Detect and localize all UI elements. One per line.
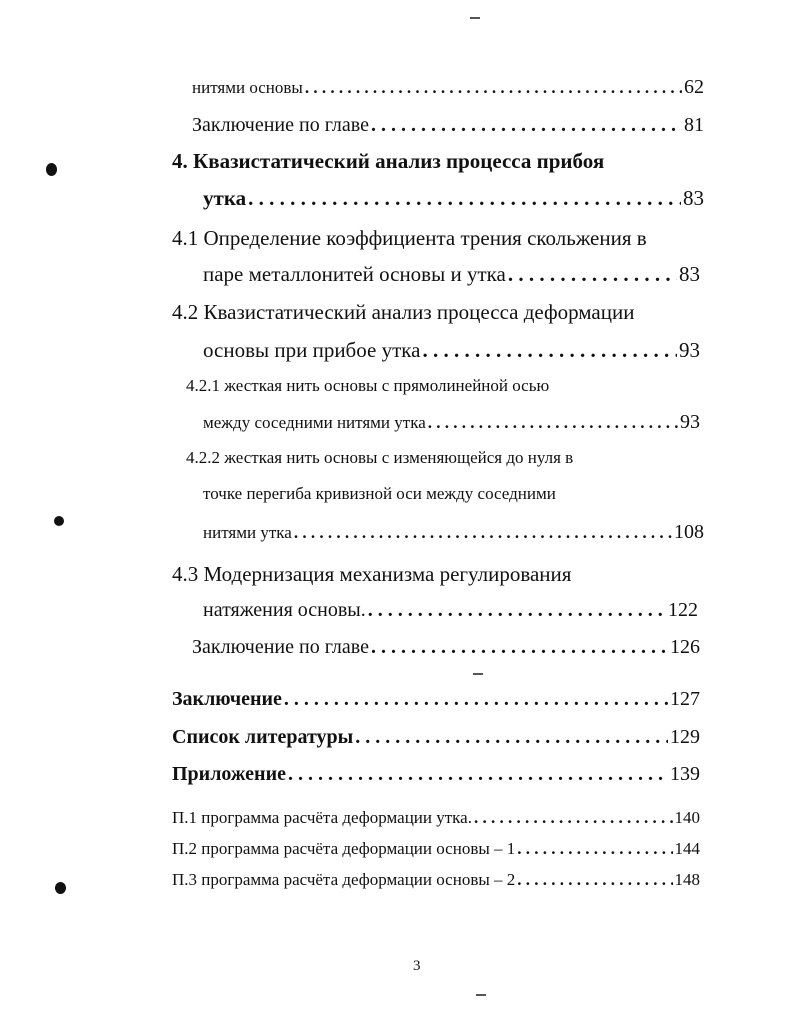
toc-entry-page: 83 (679, 262, 700, 286)
toc-entry-title: 4.1 Определение коэффициента трения скольжения в (172, 226, 647, 250)
toc-entry-title: нитями утка (203, 523, 292, 542)
toc-entry-title: точке перегиба кривизной оси между соседними (203, 484, 556, 503)
toc-entry (203, 340, 700, 361)
toc-entry (192, 637, 700, 657)
binder-hole-mark (46, 163, 57, 176)
page-number: 3 (413, 958, 421, 974)
toc-entry (203, 412, 700, 432)
leader-dots (284, 689, 668, 709)
toc-entry-page: 81 (684, 114, 704, 136)
toc-entry-title: Список литературы (172, 726, 354, 748)
toc-entry-title: утка (203, 186, 247, 210)
toc-entry-page: 122 (668, 599, 698, 621)
leader-dots (248, 188, 681, 209)
toc-entry-page: 139 (670, 763, 700, 785)
toc-entry-title: 4.3 Модернизация механизма регулирования (172, 562, 572, 586)
toc-entry-title: Заключение по главе (192, 636, 369, 658)
toc-entry (186, 377, 549, 394)
toc-entry (203, 264, 700, 285)
leader-dots (368, 600, 666, 620)
toc-entry-title: Заключение по главе (192, 114, 369, 136)
toc-entry (172, 871, 700, 888)
toc-entry-title: паре металлонитей основы и утка (203, 262, 506, 286)
toc-entry-title: 4. Квазистатический анализ процесса прибоя (172, 149, 605, 173)
toc-entry-title: основы при прибое утка (203, 338, 421, 362)
leader-dots (305, 79, 682, 96)
toc-entry (172, 809, 700, 826)
toc-entry-page: 144 (674, 839, 700, 858)
toc-entry (172, 302, 634, 323)
toc-entry (203, 522, 704, 542)
leader-dots (508, 264, 677, 285)
toc-entry-title: П.1 программа расчёта деформации утка. (172, 808, 472, 827)
toc-entry (186, 449, 573, 466)
toc-entry (172, 764, 700, 784)
toc-entry-page: 83 (683, 186, 704, 210)
toc-entry-page: 127 (670, 688, 700, 710)
leader-dots (294, 524, 672, 541)
toc-entry (172, 228, 647, 249)
leader-dots (371, 637, 668, 657)
toc-entry (203, 485, 556, 502)
toc-entry (203, 188, 704, 209)
toc-chapter-heading (172, 151, 604, 172)
toc-entry-title: 4.2.1 жесткая нить основы с прямолинейной осью (186, 376, 550, 395)
toc-entry-title: натяжения основы. (203, 599, 366, 621)
toc-entry-title: П.2 программа расчёта деформации основы – 1 (172, 839, 516, 858)
toc-entry-title: нитями основы (192, 78, 303, 97)
leader-dots (288, 764, 668, 784)
toc-entry (172, 689, 700, 709)
scan-speck (473, 673, 483, 675)
toc-entry (172, 564, 571, 585)
toc-entry-title: П.3 программа расчёта деформации основы – 2 (172, 870, 516, 889)
toc-entry-page: 129 (670, 726, 700, 748)
toc-entry-title: между соседними нитями утка (203, 413, 426, 432)
toc-entry-page: 93 (680, 411, 700, 433)
binder-hole-mark (54, 516, 64, 526)
leader-dots (355, 727, 668, 747)
toc-entry (172, 727, 700, 747)
toc-entry-page: 93 (679, 338, 700, 362)
toc-entry-title: Приложение (172, 763, 286, 785)
leader-dots (428, 414, 678, 431)
toc-entry-page: 140 (674, 808, 700, 827)
toc-entry-title: 4.2.2 жесткая нить основы с изменяющейся до нуля в (186, 448, 574, 467)
leader-dots (474, 809, 673, 826)
binder-hole-mark (55, 882, 66, 894)
scan-speck (476, 994, 486, 996)
toc-entry (172, 840, 700, 857)
toc-entry-title: Заключение (172, 688, 282, 710)
toc-entry-page: 108 (674, 521, 704, 543)
leader-dots (422, 340, 677, 361)
toc-entry (192, 115, 704, 135)
toc-entry (203, 600, 698, 620)
toc-entry-page: 148 (674, 870, 700, 889)
toc-entry (192, 77, 704, 97)
scan-speck (470, 17, 480, 19)
toc-entry-title: 4.2 Квазистатический анализ процесса деформации (172, 300, 635, 324)
toc-entry-page: 62 (684, 76, 704, 98)
leader-dots (371, 115, 682, 135)
toc-entry-page: 126 (670, 636, 700, 658)
leader-dots (517, 840, 672, 857)
leader-dots (517, 871, 672, 888)
